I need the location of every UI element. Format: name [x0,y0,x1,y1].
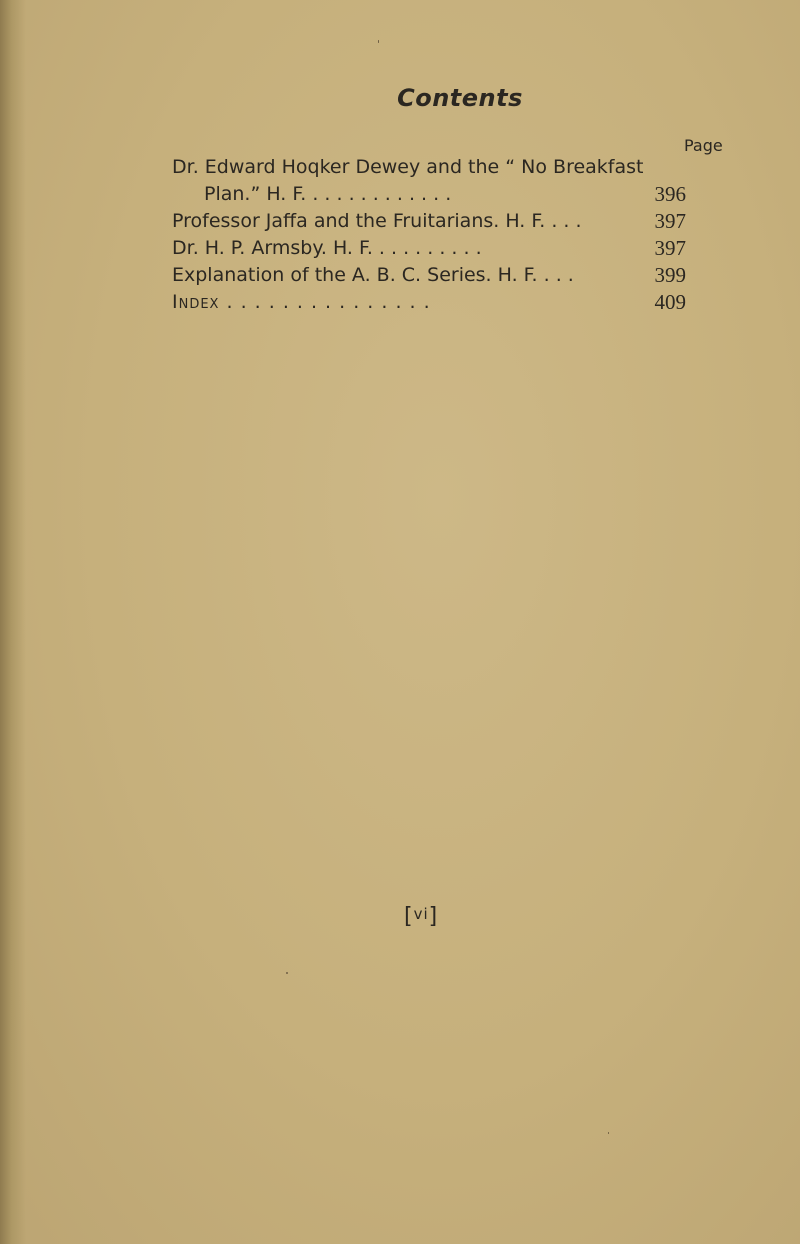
folio-close-bracket: ] [428,904,439,929]
paper-speck [378,40,379,43]
toc-entry-title: Dr. Edward Hoqker Dewey and the “ No Breakfast [172,156,644,178]
toc-entry [172,208,686,235]
toc-entry-page: 409 [654,290,686,314]
toc-entry-page: 396 [654,182,686,206]
page-folio [404,904,438,929]
paper-speck [286,972,288,974]
toc-entry-page: 397 [654,209,686,233]
paper-speck [608,1132,609,1134]
toc-entry-title: Index . . . . . . . . . . . . . . . [172,291,431,313]
toc-entry-title: Dr. H. P. Armsby. H. F. . . . . . . . . . [172,237,482,259]
page-column-label: Page [684,136,723,155]
toc-entry-title: Explanation of the A. B. C. Series. H. F. . . . [172,264,574,286]
toc-entry [172,181,686,208]
toc-entry [172,235,686,262]
page-gutter-shadow [0,0,26,1244]
toc-entry [172,154,686,181]
table-of-contents [172,154,686,316]
toc-entry-page: 399 [654,263,686,287]
toc-entry-page: 397 [654,236,686,260]
folio-open-bracket: [ [404,904,414,929]
toc-entry [172,262,686,289]
toc-entry [172,289,686,316]
folio-number: vi [413,905,429,923]
toc-entry-title: Plan.” H. F. . . . . . . . . . . . . [204,183,452,205]
page-title: Contents [397,84,523,112]
toc-entry-title: Professor Jaffa and the Fruitarians. H. F. . . . [172,210,582,232]
